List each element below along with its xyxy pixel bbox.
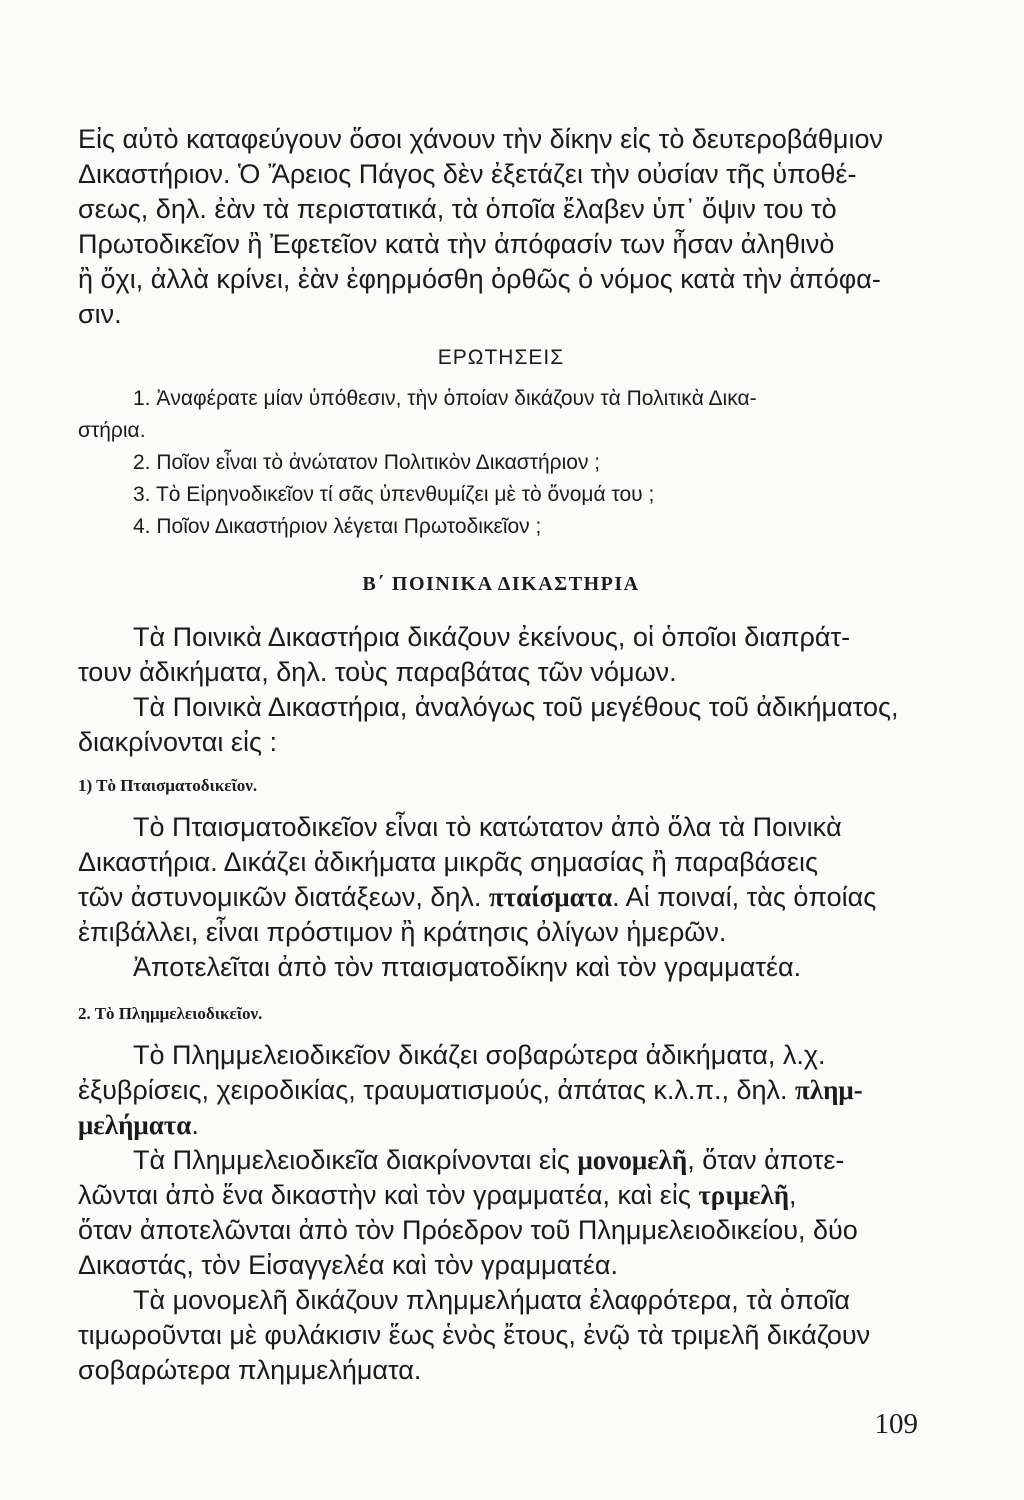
intro-line: Εἰς αὐτὸ καταφεύγουν ὅσοι χάνουν τὴν δίκην εἰς τὸ δευτεροβάθμιον <box>78 124 883 154</box>
text-line: σοβαρώτερα πλημμελήματα. <box>78 1355 422 1385</box>
page-number: 109 <box>874 1408 918 1440</box>
text-line <box>78 1143 924 1178</box>
text-line <box>78 880 924 915</box>
subsection-title: 1) Τὸ Πταισματοδικεῖον. <box>78 776 258 795</box>
bold-term: μονομελῆ <box>577 1145 688 1175</box>
questions-list <box>78 383 924 543</box>
text-span: , ὅταν ἀποτε- <box>687 1145 845 1175</box>
section-title: Β΄ ΠΟΙΝΙΚΑ ΔΙΚΑΣΤΗΡΙΑ <box>362 573 640 595</box>
text-span: ἐξυβρίσεις, χειροδικίας, τραυματισμούς, ἀπάτας κ.λ.π., δηλ. <box>78 1075 796 1105</box>
text-span: . <box>191 1110 199 1140</box>
subsection-1-body <box>78 810 924 985</box>
text-line: Δικαστάς, τὸν Εἰσαγγελέα καὶ τὸν γραμματέα. <box>78 1250 618 1280</box>
text-line: Δικαστήρια. Δικάζει ἀδικήματα μικρᾶς σημασίας ἢ παραβάσεις <box>78 847 818 877</box>
text-line: Τὸ Πταισματοδικεῖον εἶναι τὸ κατώτατον ἀπὸ ὅλα τὰ Ποινικὰ <box>133 812 842 842</box>
question-item: 4. Ποῖον Δικαστήριον λέγεται Πρωτοδικεῖον ; <box>133 515 542 538</box>
intro-line: σιν. <box>78 299 122 329</box>
text-span: τῶν ἀστυνομικῶν διατάξεων, δηλ. <box>78 882 489 912</box>
bold-term: τριμελῆ <box>698 1180 790 1210</box>
text-line: Τὰ μονομελῆ δικάζουν πλημμελήματα ἐλαφρότερα, τὰ ὁποῖα <box>133 1285 850 1315</box>
question-item-cont: στήρια. <box>78 419 146 442</box>
text-line: τιμωροῦνται μὲ φυλάκισιν ἕως ἑνὸς ἔτους, ἐνῷ τὰ τριμελῆ δικάζουν <box>78 1320 871 1350</box>
text-span: , <box>789 1180 797 1210</box>
text-line: ἐπιβάλλει, εἶναι πρόστιμον ἢ κράτησις ὀλίγων ἡμερῶν. <box>78 917 727 947</box>
text-line: Τὸ Πλημμελειοδικεῖον δικάζει σοβαρώτερα ἀδικήματα, λ.χ. <box>133 1040 826 1070</box>
text-line <box>78 1073 924 1108</box>
text-line: Τὰ Ποινικὰ Δικαστήρια δικάζουν ἐκείνους, οἱ ὁποῖοι διαπράτ- <box>133 622 851 652</box>
text-line <box>78 1178 924 1213</box>
text-line: Τὰ Ποινικὰ Δικαστήρια, ἀναλόγως τοῦ μεγέθους τοῦ ἀδικήματος, <box>133 692 899 722</box>
intro-line: Πρωτοδικεῖον ἢ Ἐφετεῖον κατὰ τὴν ἀπόφασίν των ἦσαν ἀληθινὸ <box>78 229 835 259</box>
text-line: τουν ἀδικήματα, δηλ. τοὺς παραβάτας τῶν νόμων. <box>78 657 677 687</box>
bold-term: μελήματα <box>78 1110 192 1140</box>
intro-line: ἢ ὄχι, ἀλλὰ κρίνει, ἐὰν ἐφηρμόσθη ὀρθῶς ὁ νόμος κατὰ τὴν ἀπόφα- <box>78 264 881 294</box>
text-span: . Αἱ ποιναί, τὰς ὁποίας <box>612 882 877 912</box>
text-line: διακρίνονται εἰς : <box>78 727 277 757</box>
intro-line: Δικαστήριον. Ὁ Ἄρειος Πάγος δὲν ἐξετάζει τὴν οὐσίαν τῆς ὑποθέ- <box>78 159 857 189</box>
questions-heading: ΕΡΩΤΗΣΕΙΣ <box>437 346 565 369</box>
question-item: 2. Ποῖον εἶναι τὸ ἀνώτατον Πολιτικὸν Δικαστήριον ; <box>133 451 601 474</box>
text-span: λῶνται ἀπὸ ἕνα δικαστὴν καὶ τὸν γραμματέα, καὶ εἰς <box>78 1180 699 1210</box>
bold-term: πλημ- <box>795 1075 863 1105</box>
text-line <box>78 1108 924 1143</box>
text-line: ὅταν ἀποτελῶνται ἀπὸ τὸν Πρόεδρον τοῦ Πλημμελειοδικείου, δύο <box>78 1215 858 1245</box>
bold-term: πταίσματα <box>488 882 613 912</box>
subsection-title: 2. Τὸ Πλημμελειοδικεῖον. <box>78 1004 263 1023</box>
section-intro <box>78 620 924 760</box>
text-line: Ἀποτελεῖται ἀπὸ τὸν πταισματοδίκην καὶ τὸν γραμματέα. <box>133 952 802 982</box>
text-span: Τὰ Πλημμελειοδικεῖα διακρίνονται εἰς <box>133 1145 578 1175</box>
subsection-2-body <box>78 1038 924 1388</box>
intro-line: σεως, δηλ. ἐὰν τὰ περιστατικά, τὰ ὁποῖα ἔλαβεν ὑπ᾿ ὄψιν του τὸ <box>78 194 837 224</box>
question-item: 1. Ἀναφέρατε μίαν ὑπόθεσιν, τὴν ὁποίαν δικάζουν τὰ Πολιτικὰ Δικα- <box>133 387 757 410</box>
question-item: 3. Τὸ Εἰρηνοδικεῖον τί σᾶς ὑπενθυμίζει μὲ τὸ ὄνομά του ; <box>133 483 655 506</box>
intro-paragraph <box>78 122 924 332</box>
